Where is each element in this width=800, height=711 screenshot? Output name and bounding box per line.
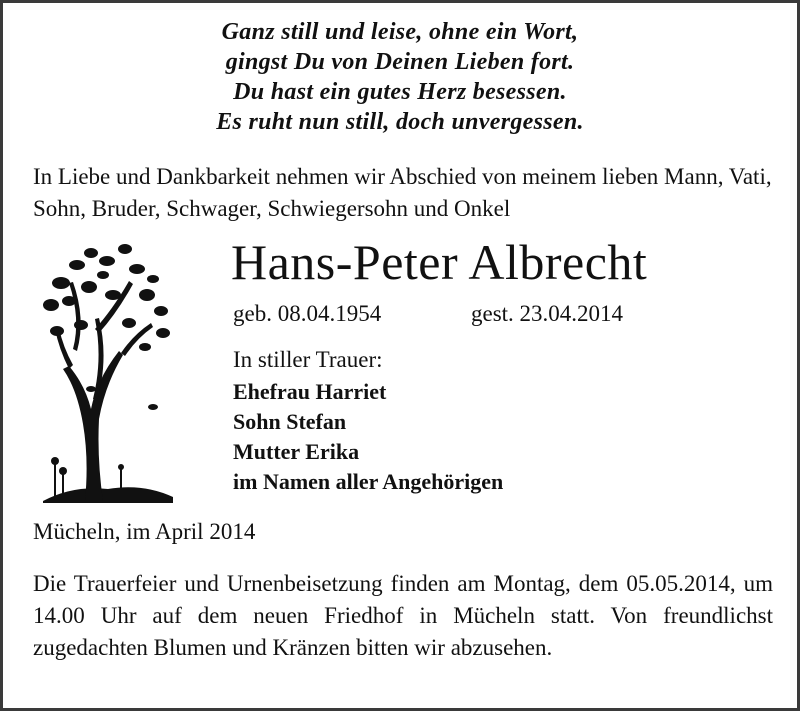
poem-line-4: Es ruht nun still, doch unvergessen.: [216, 109, 584, 135]
death-date: gest. 23.04.2014: [471, 301, 624, 326]
deceased-name: Hans-Peter Albrecht: [231, 234, 648, 290]
intro-text: In Liebe und Dankbarkeit nehmen wir Abschied von meinem lieben Mann, Vati, Sohn, Bruder, Schwager, Schwiegersohn und Onkel: [33, 164, 772, 221]
funeral-notice: Die Trauerfeier und Urnenbeisetzung finden am Montag, dem 05.05.2014, um 14.00 Uhr auf dem neuen Friedhof in Mücheln statt. Von freundlichst zugedachten Blumen und Kränzen bitten wir abzusehen.: [33, 571, 773, 660]
poem-line-3: Du hast ein gutes Herz besessen.: [233, 79, 567, 105]
mourning-label: In stiller Trauer:: [233, 347, 383, 372]
family-member: Sohn Stefan: [233, 409, 347, 434]
family-list: [233, 377, 503, 497]
poem-line-2: gingst Du von Deinen Lieben fort.: [225, 49, 575, 75]
poem-line-1: Ganz still und leise, ohne ein Wort,: [221, 19, 579, 45]
tree-icon: [33, 239, 183, 507]
place-date: Mücheln, im April 2014: [33, 519, 256, 544]
birth-date: geb. 08.04.1954: [233, 301, 382, 326]
family-member: Mutter Erika: [233, 439, 360, 464]
family-member: Ehefrau Harriet: [233, 379, 387, 404]
family-member: im Namen aller Angehörigen: [233, 469, 504, 494]
poem: [3, 17, 797, 137]
